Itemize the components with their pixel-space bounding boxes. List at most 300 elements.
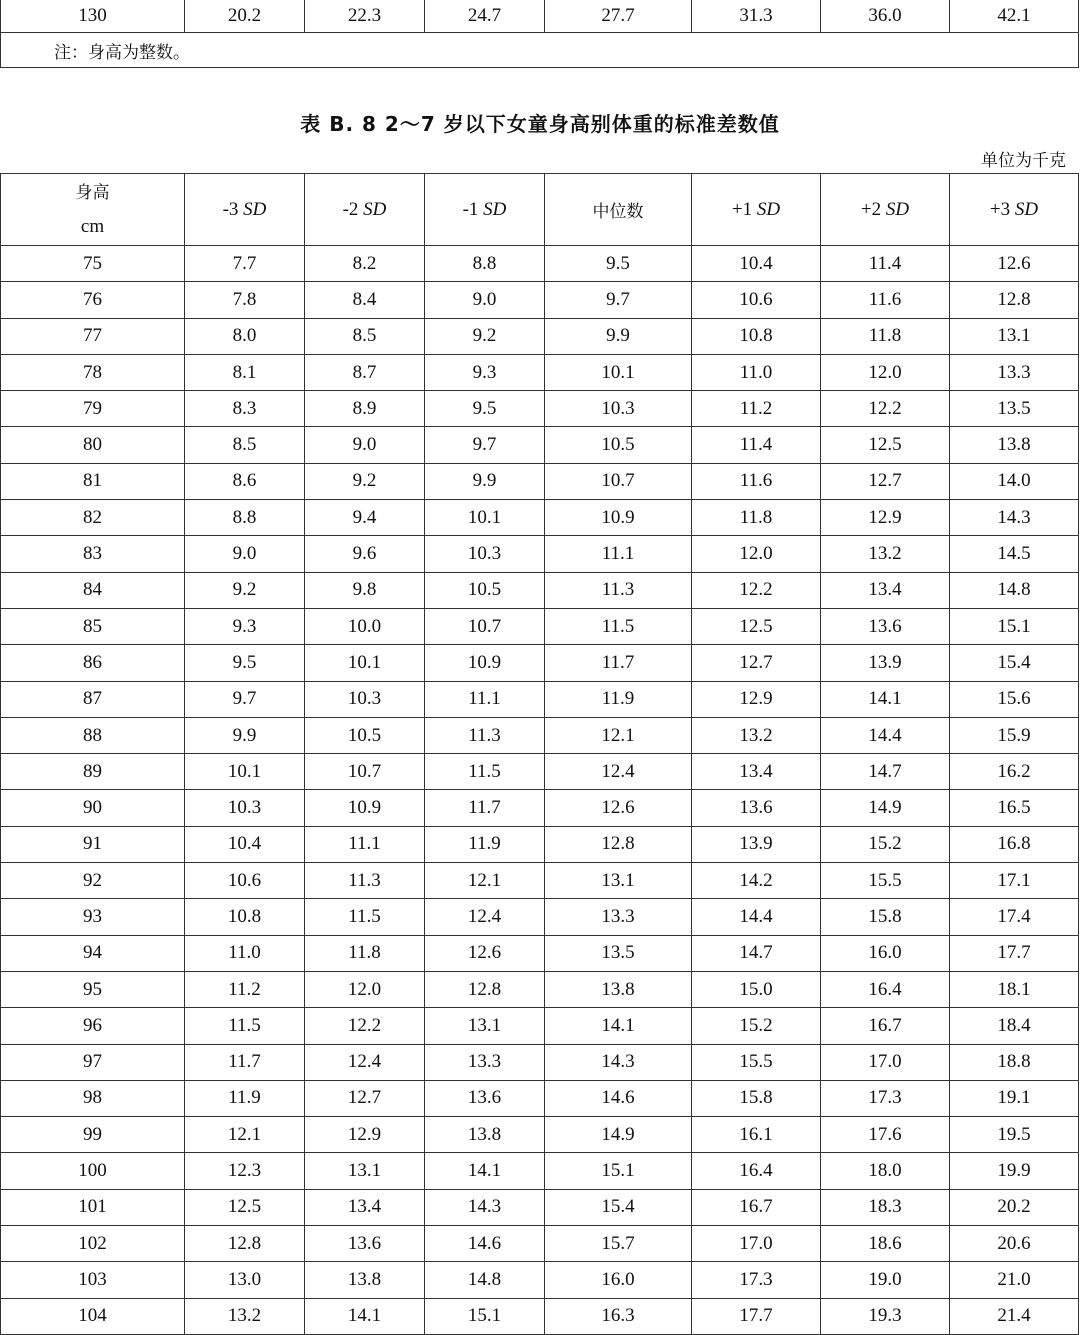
weight-cell: 10.3 [185,790,305,826]
header-median: 中位数 [545,174,692,246]
height-cell: 82 [1,500,185,536]
weight-cell: 10.3 [545,391,692,427]
table-cell: 22.3 [305,0,425,33]
weight-cell: 11.5 [185,1008,305,1044]
weight-cell: 14.8 [950,572,1079,608]
height-cell: 79 [1,391,185,427]
weight-cell: 16.7 [821,1008,950,1044]
weight-cell: 14.6 [425,1226,545,1262]
weight-cell: 18.6 [821,1226,950,1262]
weight-cell: 14.1 [305,1298,425,1334]
weight-cell: 12.7 [821,463,950,499]
height-cell: 86 [1,645,185,681]
height-cell: 78 [1,354,185,390]
weight-cell: 10.5 [545,427,692,463]
weight-cell: 15.2 [821,826,950,862]
table-row [1,899,1079,935]
weight-cell: 10.9 [305,790,425,826]
weight-cell: 15.4 [545,1189,692,1225]
weight-cell: 11.5 [545,608,692,644]
weight-cell: 12.6 [950,246,1079,282]
table-row [1,391,1079,427]
table-row [1,681,1079,717]
weight-cell: 19.5 [950,1117,1079,1153]
weight-cell: 14.6 [545,1080,692,1116]
table-row [1,354,1079,390]
table-row [1,1153,1079,1189]
weight-cell: 13.4 [821,572,950,608]
weight-cell: 13.0 [185,1262,305,1298]
weight-cell: 8.0 [185,318,305,354]
weight-cell: 11.8 [305,935,425,971]
weight-cell: 13.1 [305,1153,425,1189]
header-minus2: -2 [342,198,359,220]
weight-cell: 14.2 [692,863,821,899]
previous-table-fragment [0,0,1079,68]
weight-cell: 10.5 [305,717,425,753]
weight-cell: 18.1 [950,971,1079,1007]
header-sd-unit: SD [363,198,387,220]
weight-cell: 12.2 [305,1008,425,1044]
weight-cell: 10.9 [545,500,692,536]
weight-cell: 20.2 [950,1189,1079,1225]
weight-cell: 12.2 [692,572,821,608]
weight-cell: 8.5 [185,427,305,463]
table-row [1,1008,1079,1044]
height-cell: 103 [1,1262,185,1298]
height-cell: 75 [1,246,185,282]
weight-cell: 10.8 [692,318,821,354]
weight-cell: 18.4 [950,1008,1079,1044]
weight-cell: 11.0 [185,935,305,971]
weight-cell: 19.1 [950,1080,1079,1116]
weight-cell: 8.1 [185,354,305,390]
height-cell: 96 [1,1008,185,1044]
weight-cell: 9.5 [545,246,692,282]
weight-cell: 11.1 [305,826,425,862]
weight-cell: 13.8 [950,427,1079,463]
weight-cell: 18.3 [821,1189,950,1225]
weight-cell: 14.0 [950,463,1079,499]
weight-cell: 16.3 [545,1298,692,1334]
weight-cell: 10.9 [425,645,545,681]
header-sd-unit: SD [1014,198,1039,220]
weight-cell: 11.3 [545,572,692,608]
table-cell: 24.7 [425,0,545,33]
table-row [1,500,1079,536]
height-cell: 84 [1,572,185,608]
table-row [1,1044,1079,1080]
height-cell: 83 [1,536,185,572]
weight-for-height-table [0,173,1079,1335]
table-header-row [1,174,1079,246]
table-title: 表 B. 8 2～7 岁以下女童身高别体重的标准差数值 [300,112,780,136]
header-sd-unit: SD [885,198,910,220]
height-cell: 99 [1,1117,185,1153]
weight-cell: 8.5 [305,318,425,354]
weight-cell: 9.4 [305,500,425,536]
table-row [1,282,1079,318]
weight-cell: 13.4 [305,1189,425,1225]
weight-cell: 13.1 [425,1008,545,1044]
weight-cell: 12.2 [821,391,950,427]
height-cell: 98 [1,1080,185,1116]
weight-cell: 11.2 [185,971,305,1007]
weight-cell: 11.9 [545,681,692,717]
table-row [1,935,1079,971]
weight-cell: 12.4 [425,899,545,935]
weight-cell: 12.9 [692,681,821,717]
table-row [1,1117,1079,1153]
weight-cell: 15.7 [545,1226,692,1262]
weight-cell: 7.7 [185,246,305,282]
weight-cell: 15.8 [821,899,950,935]
weight-cell: 9.0 [185,536,305,572]
weight-cell: 19.3 [821,1298,950,1334]
weight-cell: 14.7 [692,935,821,971]
weight-cell: 14.1 [821,681,950,717]
weight-cell: 17.4 [950,899,1079,935]
weight-cell: 13.9 [821,645,950,681]
weight-cell: 13.5 [545,935,692,971]
table-body [1,246,1079,1335]
weight-cell: 13.1 [545,863,692,899]
weight-cell: 12.6 [545,790,692,826]
height-cell: 102 [1,1226,185,1262]
table-row [1,1189,1079,1225]
weight-cell: 11.6 [692,463,821,499]
height-cell: 80 [1,427,185,463]
weight-cell: 9.8 [305,572,425,608]
weight-cell: 12.5 [821,427,950,463]
weight-cell: 8.8 [425,246,545,282]
height-cell: 94 [1,935,185,971]
weight-cell: 11.4 [692,427,821,463]
weight-cell: 14.3 [545,1044,692,1080]
weight-cell: 12.9 [821,500,950,536]
weight-cell: 14.8 [425,1262,545,1298]
weight-cell: 16.5 [950,790,1079,826]
weight-cell: 17.6 [821,1117,950,1153]
weight-cell: 13.6 [821,608,950,644]
weight-cell: 12.0 [821,354,950,390]
weight-cell: 13.3 [950,354,1079,390]
weight-cell: 16.7 [692,1189,821,1225]
table-cell: 27.7 [545,0,692,33]
weight-cell: 11.7 [425,790,545,826]
weight-cell: 11.7 [185,1044,305,1080]
weight-cell: 10.1 [185,754,305,790]
height-cell: 104 [1,1298,185,1334]
weight-cell: 13.4 [692,754,821,790]
weight-cell: 10.1 [425,500,545,536]
weight-cell: 15.1 [425,1298,545,1334]
weight-cell: 9.9 [185,717,305,753]
weight-cell: 12.0 [305,971,425,1007]
header-sd-unit: SD [483,198,507,220]
header-plus1-sd [692,174,821,246]
table-row [1,463,1079,499]
weight-cell: 11.0 [692,354,821,390]
height-cell: 91 [1,826,185,862]
weight-cell: 15.6 [950,681,1079,717]
table-row [1,717,1079,753]
weight-cell: 12.1 [425,863,545,899]
header-minus3: -3 [222,198,239,220]
weight-cell: 17.0 [821,1044,950,1080]
weight-cell: 11.8 [821,318,950,354]
weight-cell: 14.4 [692,899,821,935]
table-row [1,754,1079,790]
weight-cell: 8.4 [305,282,425,318]
weight-cell: 7.8 [185,282,305,318]
weight-cell: 14.9 [545,1117,692,1153]
weight-cell: 11.3 [425,717,545,753]
weight-cell: 14.3 [425,1189,545,1225]
weight-cell: 13.2 [821,536,950,572]
weight-cell: 10.1 [545,354,692,390]
header-minus1-sd [425,174,545,246]
weight-cell: 12.4 [305,1044,425,1080]
header-plus3: +3 [989,198,1011,220]
weight-cell: 13.6 [305,1226,425,1262]
weight-cell: 17.1 [950,863,1079,899]
weight-cell: 10.7 [305,754,425,790]
weight-cell: 12.9 [305,1117,425,1153]
weight-cell: 19.9 [950,1153,1079,1189]
header-height-unit: cm [80,215,105,237]
table-row [1,536,1079,572]
table-cell: 31.3 [692,0,821,33]
header-minus3-sd [185,174,305,246]
weight-cell: 14.7 [821,754,950,790]
height-cell: 101 [1,1189,185,1225]
weight-cell: 20.6 [950,1226,1079,1262]
weight-cell: 13.5 [950,391,1079,427]
weight-cell: 8.3 [185,391,305,427]
header-plus2: +2 [860,198,882,220]
weight-cell: 16.8 [950,826,1079,862]
weight-cell: 14.4 [821,717,950,753]
weight-cell: 9.3 [425,354,545,390]
weight-cell: 17.3 [821,1080,950,1116]
header-plus1: +1 [731,198,753,220]
weight-cell: 12.7 [692,645,821,681]
weight-cell: 9.5 [425,391,545,427]
weight-cell: 9.0 [305,427,425,463]
weight-cell: 17.7 [692,1298,821,1334]
height-cell: 100 [1,1153,185,1189]
weight-cell: 17.7 [950,935,1079,971]
weight-cell: 8.9 [305,391,425,427]
weight-cell: 13.3 [545,899,692,935]
weight-cell: 12.7 [305,1080,425,1116]
weight-cell: 9.7 [545,282,692,318]
header-plus2-sd [821,174,950,246]
weight-cell: 11.6 [821,282,950,318]
weight-cell: 10.4 [692,246,821,282]
weight-cell: 13.8 [305,1262,425,1298]
table-row [1,971,1079,1007]
table-row [1,427,1079,463]
weight-cell: 8.2 [305,246,425,282]
weight-cell: 9.2 [305,463,425,499]
weight-cell: 13.2 [692,717,821,753]
height-cell: 89 [1,754,185,790]
table-cell: 42.1 [950,0,1079,33]
height-cell: 88 [1,717,185,753]
weight-cell: 17.0 [692,1226,821,1262]
weight-cell: 9.9 [425,463,545,499]
weight-cell: 11.4 [821,246,950,282]
height-cell: 93 [1,899,185,935]
weight-cell: 15.1 [950,608,1079,644]
weight-cell: 12.8 [425,971,545,1007]
weight-cell: 13.8 [545,971,692,1007]
table-row [1,1298,1079,1334]
height-cell: 90 [1,790,185,826]
weight-cell: 9.2 [185,572,305,608]
previous-table-note-row [1,33,1079,68]
height-cell: 87 [1,681,185,717]
weight-cell: 10.7 [425,608,545,644]
weight-cell: 9.7 [425,427,545,463]
height-cell: 95 [1,971,185,1007]
weight-cell: 12.6 [425,935,545,971]
weight-cell: 13.2 [185,1298,305,1334]
weight-cell: 11.9 [425,826,545,862]
weight-cell: 16.1 [692,1117,821,1153]
weight-cell: 12.0 [692,536,821,572]
weight-cell: 11.5 [425,754,545,790]
header-minus2-sd [305,174,425,246]
weight-cell: 18.0 [821,1153,950,1189]
weight-cell: 16.0 [545,1262,692,1298]
header-sd-unit: SD [756,198,781,220]
weight-cell: 21.0 [950,1262,1079,1298]
height-cell: 77 [1,318,185,354]
table-row [1,826,1079,862]
weight-cell: 9.6 [305,536,425,572]
weight-cell: 14.5 [950,536,1079,572]
weight-cell: 12.5 [692,608,821,644]
weight-cell: 11.1 [425,681,545,717]
header-height-label: 身高 [75,182,110,203]
weight-cell: 9.3 [185,608,305,644]
weight-cell: 21.4 [950,1298,1079,1334]
weight-cell: 12.5 [185,1189,305,1225]
weight-cell: 10.7 [545,463,692,499]
table-unit-label: 单位为千克 [981,151,1066,171]
table-note: 注：身高为整数。 [1,33,1079,68]
weight-cell: 10.8 [185,899,305,935]
table-row [1,790,1079,826]
weight-cell: 14.9 [821,790,950,826]
weight-cell: 14.1 [425,1153,545,1189]
weight-cell: 15.2 [692,1008,821,1044]
weight-cell: 15.4 [950,645,1079,681]
weight-cell: 13.9 [692,826,821,862]
weight-cell: 9.7 [185,681,305,717]
weight-cell: 10.6 [185,863,305,899]
weight-cell: 11.7 [545,645,692,681]
weight-cell: 15.0 [692,971,821,1007]
weight-cell: 10.4 [185,826,305,862]
weight-cell: 13.8 [425,1117,545,1153]
weight-cell: 13.1 [950,318,1079,354]
weight-cell: 15.5 [692,1044,821,1080]
weight-cell: 12.1 [185,1117,305,1153]
weight-cell: 14.3 [950,500,1079,536]
weight-cell: 18.8 [950,1044,1079,1080]
weight-cell: 10.0 [305,608,425,644]
weight-cell: 16.4 [821,971,950,1007]
height-cell: 85 [1,608,185,644]
height-cell: 81 [1,463,185,499]
weight-cell: 10.6 [692,282,821,318]
table-cell: 20.2 [185,0,305,33]
weight-cell: 10.5 [425,572,545,608]
weight-cell: 9.0 [425,282,545,318]
table-row [1,645,1079,681]
weight-cell: 11.2 [692,391,821,427]
weight-cell: 12.3 [185,1153,305,1189]
weight-cell: 11.9 [185,1080,305,1116]
table-row [1,246,1079,282]
weight-cell: 10.1 [305,645,425,681]
weight-cell: 12.8 [950,282,1079,318]
weight-cell: 14.1 [545,1008,692,1044]
weight-cell: 10.3 [425,536,545,572]
header-sd-unit: SD [243,198,267,220]
weight-cell: 9.5 [185,645,305,681]
weight-cell: 15.5 [821,863,950,899]
previous-table-last-row [1,0,1079,33]
weight-cell: 13.3 [425,1044,545,1080]
table-cell: 130 [1,0,185,33]
weight-cell: 12.4 [545,754,692,790]
weight-cell: 16.4 [692,1153,821,1189]
weight-cell: 9.9 [545,318,692,354]
weight-cell: 13.6 [692,790,821,826]
table-row [1,572,1079,608]
weight-cell: 15.1 [545,1153,692,1189]
weight-cell: 11.5 [305,899,425,935]
table-row [1,318,1079,354]
header-plus3-sd [950,174,1079,246]
weight-cell: 8.7 [305,354,425,390]
table-row [1,1226,1079,1262]
table-row [1,1262,1079,1298]
weight-cell: 16.0 [821,935,950,971]
table-row [1,1080,1079,1116]
weight-cell: 8.8 [185,500,305,536]
weight-cell: 17.3 [692,1262,821,1298]
table-row [1,863,1079,899]
weight-cell: 12.1 [545,717,692,753]
table-row [1,608,1079,644]
weight-cell: 19.0 [821,1262,950,1298]
weight-cell: 15.9 [950,717,1079,753]
height-cell: 76 [1,282,185,318]
table-cell: 36.0 [821,0,950,33]
weight-cell: 10.3 [305,681,425,717]
weight-cell: 16.2 [950,754,1079,790]
header-minus1: -1 [462,198,479,220]
weight-cell: 9.2 [425,318,545,354]
weight-cell: 8.6 [185,463,305,499]
weight-cell: 11.1 [545,536,692,572]
